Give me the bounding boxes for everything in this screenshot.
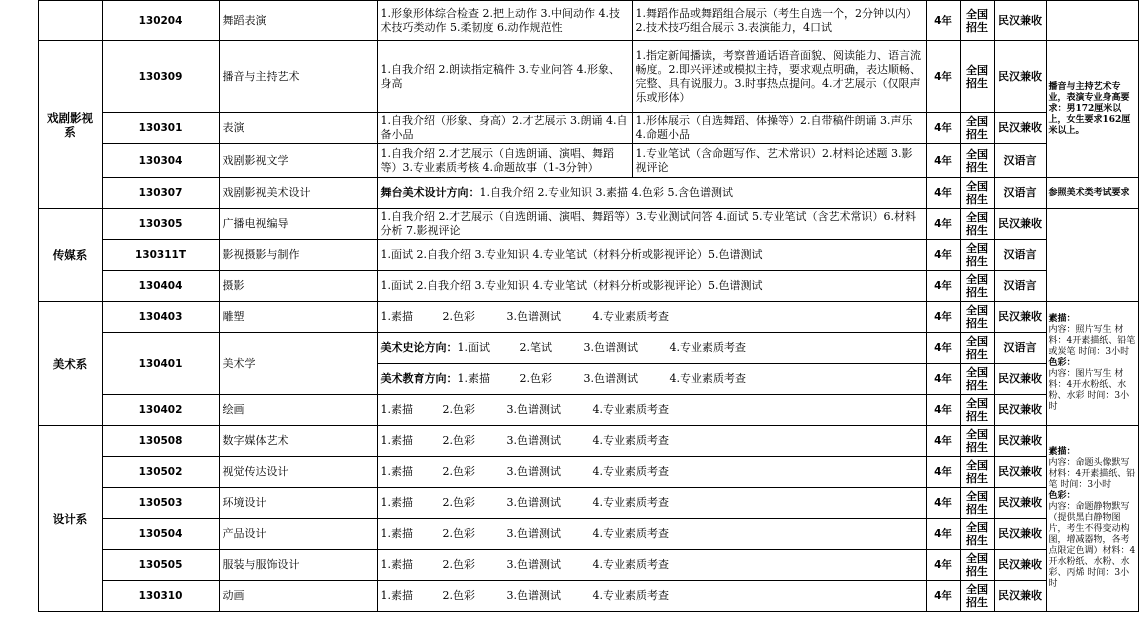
admission-scope: 全国招生 bbox=[960, 178, 994, 209]
left-margin bbox=[0, 41, 38, 612]
admission-scope: 全国招生 bbox=[960, 144, 994, 178]
exam-content bbox=[377, 395, 926, 426]
language-type: 民汉兼收 bbox=[994, 581, 1046, 612]
study-years: 4年 bbox=[926, 488, 960, 519]
exam-item: 2.色彩 bbox=[442, 527, 475, 540]
note-body: 内容：命题头像默写 材料：4开素描纸、铅笔 时间：3小时 bbox=[1048, 458, 1136, 490]
major-code: 130504 bbox=[102, 519, 219, 550]
dept-art: 美术系 bbox=[38, 302, 102, 426]
language-type: 民汉兼收 bbox=[994, 395, 1046, 426]
study-years: 4年 bbox=[926, 113, 960, 144]
exam-content bbox=[377, 426, 926, 457]
major-name: 表演 bbox=[219, 113, 377, 144]
exam-item: 3.色谱测试 bbox=[506, 589, 561, 602]
dept-design: 设计系 bbox=[38, 426, 102, 612]
exam-item: 3.色谱测试 bbox=[506, 496, 561, 509]
exam-item: 2.色彩 bbox=[442, 496, 475, 509]
exam-item: 4.专业素质考查 bbox=[592, 403, 669, 416]
exam-content: 1.面试 2.自我介绍 3.专业知识 4.专业笔试（材料分析或影视评论）5.色谱测试 bbox=[377, 240, 926, 271]
major-code: 130403 bbox=[102, 302, 219, 333]
exam-content bbox=[377, 581, 926, 612]
language-type: 汉语言 bbox=[994, 333, 1046, 364]
study-years: 4年 bbox=[926, 364, 960, 395]
admission-scope: 全国招生 bbox=[960, 1, 994, 41]
table-row bbox=[0, 581, 1138, 612]
language-type: 民汉兼收 bbox=[994, 1, 1046, 41]
major-name: 舞蹈表演 bbox=[219, 1, 377, 41]
admission-scope: 全国招生 bbox=[960, 550, 994, 581]
table-row bbox=[0, 144, 1138, 178]
major-code: 130309 bbox=[102, 41, 219, 113]
exam-text: 1.自我介绍 2.专业知识 3.素描 4.色彩 5.含色谱测试 bbox=[479, 186, 733, 199]
language-type: 民汉兼收 bbox=[994, 364, 1046, 395]
study-years: 4年 bbox=[926, 41, 960, 113]
language-type: 汉语言 bbox=[994, 144, 1046, 178]
note-cell bbox=[1046, 209, 1138, 302]
major-name: 视觉传达设计 bbox=[219, 457, 377, 488]
exam-content bbox=[377, 519, 926, 550]
exam-item: 2.色彩 bbox=[442, 403, 475, 416]
exam-item: 4.专业素质考查 bbox=[592, 310, 669, 323]
table-row bbox=[0, 333, 1138, 364]
exam-content: 1.自我介绍 2.才艺展示（自选朗诵、演唱、舞蹈等）3.专业测试问答 4.面试 5.专业笔试（含艺术常识）6.材料分析 7.影视评论 bbox=[377, 209, 926, 240]
language-type: 民汉兼收 bbox=[994, 457, 1046, 488]
language-type: 民汉兼收 bbox=[994, 41, 1046, 113]
note-body: 内容：图片写生 材料：4开水粉纸、水粉、水彩 时间：3小时 bbox=[1048, 369, 1130, 412]
exam-content-a: 1.自我介绍 2.才艺展示（自选朗诵、演唱、舞蹈等）3.专业素质考核 4.命题故事（1-3分钟） bbox=[377, 144, 632, 178]
study-years: 4年 bbox=[926, 144, 960, 178]
exam-item: 4.专业素质考查 bbox=[592, 527, 669, 540]
admission-scope: 全国招生 bbox=[960, 519, 994, 550]
exam-item: 2.色彩 bbox=[519, 372, 552, 385]
table-row bbox=[0, 550, 1138, 581]
exam-item: 4.专业素质考查 bbox=[592, 434, 669, 447]
exam-item: 2.笔试 bbox=[519, 341, 552, 354]
exam-item: 2.色彩 bbox=[442, 558, 475, 571]
major-code: 130304 bbox=[102, 144, 219, 178]
major-name: 绘画 bbox=[219, 395, 377, 426]
exam-content-b: 1.专业笔试（含命题写作、艺术常识）2.材料论述题 3.影视评论 bbox=[632, 144, 926, 178]
exam-item: 4.专业素质考查 bbox=[592, 465, 669, 478]
admission-scope: 全国招生 bbox=[960, 271, 994, 302]
admission-scope: 全国招生 bbox=[960, 333, 994, 364]
major-code: 130204 bbox=[102, 1, 219, 41]
major-code: 130404 bbox=[102, 271, 219, 302]
admission-scope: 全国招生 bbox=[960, 302, 994, 333]
language-type: 汉语言 bbox=[994, 240, 1046, 271]
exam-content-b: 1.形体展示（自选舞蹈、体操等）2.自带稿件朗诵 3.声乐 4.命题小品 bbox=[632, 113, 926, 144]
exam-content-b: 1.舞蹈作品或舞蹈组合展示（考生自选一个，2分钟以内）2.技术技巧组合展示 3.表演能力，4口试 bbox=[632, 1, 926, 41]
study-years: 4年 bbox=[926, 240, 960, 271]
admission-scope: 全国招生 bbox=[960, 364, 994, 395]
major-name: 服装与服饰设计 bbox=[219, 550, 377, 581]
major-name: 美术学 bbox=[219, 333, 377, 395]
note-cell bbox=[1046, 1, 1138, 41]
major-code: 130505 bbox=[102, 550, 219, 581]
note-height-requirement: 播音与主持艺术专业，表演专业身高要求：男172厘米以上，女生要求162厘米以上。 bbox=[1046, 41, 1138, 178]
study-years: 4年 bbox=[926, 395, 960, 426]
table-row bbox=[0, 395, 1138, 426]
table-row bbox=[0, 41, 1138, 113]
table-row bbox=[0, 178, 1138, 209]
exam-content bbox=[377, 302, 926, 333]
major-name: 数字媒体艺术 bbox=[219, 426, 377, 457]
direction-label: 舞台美术设计方向： bbox=[380, 186, 480, 199]
major-code: 130301 bbox=[102, 113, 219, 144]
admission-scope: 全国招生 bbox=[960, 113, 994, 144]
study-years: 4年 bbox=[926, 271, 960, 302]
left-margin bbox=[0, 1, 38, 41]
exam-item: 3.色谱测试 bbox=[506, 310, 561, 323]
direction-label: 美术史论方向： bbox=[380, 341, 458, 354]
exam-item: 1.素描 bbox=[380, 403, 413, 416]
exam-content bbox=[377, 178, 926, 209]
study-years: 4年 bbox=[926, 426, 960, 457]
major-name: 动画 bbox=[219, 581, 377, 612]
exam-item: 3.色谱测试 bbox=[506, 434, 561, 447]
major-name: 雕塑 bbox=[219, 302, 377, 333]
language-type: 民汉兼收 bbox=[994, 550, 1046, 581]
exam-item: 3.色谱测试 bbox=[506, 403, 561, 416]
note-art-exam bbox=[1046, 302, 1138, 426]
study-years: 4年 bbox=[926, 581, 960, 612]
admission-scope: 全国招生 bbox=[960, 426, 994, 457]
language-type: 民汉兼收 bbox=[994, 302, 1046, 333]
language-type: 民汉兼收 bbox=[994, 113, 1046, 144]
dept-media: 传媒系 bbox=[38, 209, 102, 302]
exam-item: 3.色谱测试 bbox=[506, 527, 561, 540]
study-years: 4年 bbox=[926, 457, 960, 488]
table-row bbox=[0, 240, 1138, 271]
major-name: 环境设计 bbox=[219, 488, 377, 519]
exam-item: 2.色彩 bbox=[442, 465, 475, 478]
language-type: 民汉兼收 bbox=[994, 426, 1046, 457]
note-title: 素描： bbox=[1048, 314, 1076, 324]
exam-content: 1.面试 2.自我介绍 3.专业知识 4.专业笔试（材料分析或影视评论）5.色谱测试 bbox=[377, 271, 926, 302]
exam-item: 1.素描 bbox=[380, 527, 413, 540]
major-name: 戏剧影视美术设计 bbox=[219, 178, 377, 209]
exam-item: 1.素描 bbox=[380, 589, 413, 602]
language-type: 民汉兼收 bbox=[994, 519, 1046, 550]
exam-item: 1.素描 bbox=[380, 558, 413, 571]
exam-item: 2.色彩 bbox=[442, 589, 475, 602]
note-title: 素描： bbox=[1048, 447, 1076, 457]
major-code: 130503 bbox=[102, 488, 219, 519]
table-row bbox=[0, 426, 1138, 457]
table-row bbox=[0, 1, 1138, 41]
note-title: 色彩： bbox=[1048, 358, 1076, 368]
major-code: 130310 bbox=[102, 581, 219, 612]
language-type: 汉语言 bbox=[994, 271, 1046, 302]
exam-item: 2.色彩 bbox=[442, 434, 475, 447]
note-design-exam bbox=[1046, 426, 1138, 612]
exam-content bbox=[377, 333, 926, 364]
study-years: 4年 bbox=[926, 519, 960, 550]
study-years: 4年 bbox=[926, 209, 960, 240]
major-code: 130305 bbox=[102, 209, 219, 240]
table-row bbox=[0, 209, 1138, 240]
exam-item: 1.面试 bbox=[457, 341, 490, 354]
study-years: 4年 bbox=[926, 1, 960, 41]
exam-item: 4.专业素质考查 bbox=[669, 372, 746, 385]
table-row bbox=[0, 457, 1138, 488]
table-row bbox=[0, 519, 1138, 550]
study-years: 4年 bbox=[926, 550, 960, 581]
study-years: 4年 bbox=[926, 333, 960, 364]
study-years: 4年 bbox=[926, 302, 960, 333]
major-name: 摄影 bbox=[219, 271, 377, 302]
admission-scope: 全国招生 bbox=[960, 457, 994, 488]
language-type: 民汉兼收 bbox=[994, 209, 1046, 240]
major-name: 影视摄影与制作 bbox=[219, 240, 377, 271]
exam-content-a: 1.形象形体综合检查 2.把上动作 3.中间动作 4.技术技巧类动作 5.柔韧度 6.动作规范性 bbox=[377, 1, 632, 41]
admission-scope: 全国招生 bbox=[960, 395, 994, 426]
admission-scope: 全国招生 bbox=[960, 209, 994, 240]
note-art-requirement: 参照美术类考试要求 bbox=[1046, 178, 1138, 209]
table-row bbox=[0, 271, 1138, 302]
note-title: 色彩： bbox=[1048, 491, 1076, 501]
exam-content bbox=[377, 364, 926, 395]
exam-item: 3.色谱测试 bbox=[583, 372, 638, 385]
exam-item: 4.专业素质考查 bbox=[592, 589, 669, 602]
major-code: 130508 bbox=[102, 426, 219, 457]
exam-item: 1.素描 bbox=[380, 496, 413, 509]
major-name: 产品设计 bbox=[219, 519, 377, 550]
exam-item: 1.素描 bbox=[380, 465, 413, 478]
major-code: 130307 bbox=[102, 178, 219, 209]
exam-item: 4.专业素质考查 bbox=[592, 558, 669, 571]
exam-content-a: 1.自我介绍 2.朗读指定稿件 3.专业问答 4.形象、身高 bbox=[377, 41, 632, 113]
exam-content bbox=[377, 550, 926, 581]
dept-cell bbox=[38, 1, 102, 41]
major-name: 戏剧影视文学 bbox=[219, 144, 377, 178]
exam-item: 3.色谱测试 bbox=[506, 558, 561, 571]
exam-content bbox=[377, 488, 926, 519]
major-code: 130401 bbox=[102, 333, 219, 395]
direction-label: 美术教育方向： bbox=[380, 372, 458, 385]
exam-item: 1.素描 bbox=[457, 372, 490, 385]
major-name: 广播电视编导 bbox=[219, 209, 377, 240]
study-years: 4年 bbox=[926, 178, 960, 209]
table-row bbox=[0, 302, 1138, 333]
exam-item: 1.素描 bbox=[380, 434, 413, 447]
major-code: 130502 bbox=[102, 457, 219, 488]
exam-item: 3.色谱测试 bbox=[583, 341, 638, 354]
dept-drama: 戏剧影视系 bbox=[38, 41, 102, 209]
exam-item: 4.专业素质考查 bbox=[669, 341, 746, 354]
language-type: 民汉兼收 bbox=[994, 488, 1046, 519]
language-type: 汉语言 bbox=[994, 178, 1046, 209]
major-code: 130311T bbox=[102, 240, 219, 271]
major-code: 130402 bbox=[102, 395, 219, 426]
table-row bbox=[0, 113, 1138, 144]
table-row bbox=[0, 488, 1138, 519]
admission-scope: 全国招生 bbox=[960, 240, 994, 271]
exam-content-a: 1.自我介绍（形象、身高）2.才艺展示 3.朗诵 4.自备小品 bbox=[377, 113, 632, 144]
exam-item: 3.色谱测试 bbox=[506, 465, 561, 478]
exam-content-b: 1.指定新闻播读，考察普通话语音面貌、阅读能力、语言流畅度。2.即兴评述或模拟主持，要求观点明确，表达顺畅、完整、具有说服力。3.时事热点提问。4.才艺展示（仅限声乐或形体） bbox=[632, 41, 926, 113]
note-body: 内容：照片写生 材料：4开素描纸、铅笔或炭笔 时间：3小时 bbox=[1048, 325, 1136, 357]
exam-item: 4.专业素质考查 bbox=[592, 496, 669, 509]
admission-scope: 全国招生 bbox=[960, 581, 994, 612]
exam-item: 2.色彩 bbox=[442, 310, 475, 323]
admission-scope: 全国招生 bbox=[960, 488, 994, 519]
major-name: 播音与主持艺术 bbox=[219, 41, 377, 113]
admission-scope: 全国招生 bbox=[960, 41, 994, 113]
exam-content bbox=[377, 457, 926, 488]
exam-item: 1.素描 bbox=[380, 310, 413, 323]
note-body: 内容：命题静物默写（提供黑白静物图片，考生不得变动构图，增减器物，各考点限定色调）材料：4开水粉纸、水粉、水彩、丙烯 时间：3小时 bbox=[1048, 502, 1136, 589]
